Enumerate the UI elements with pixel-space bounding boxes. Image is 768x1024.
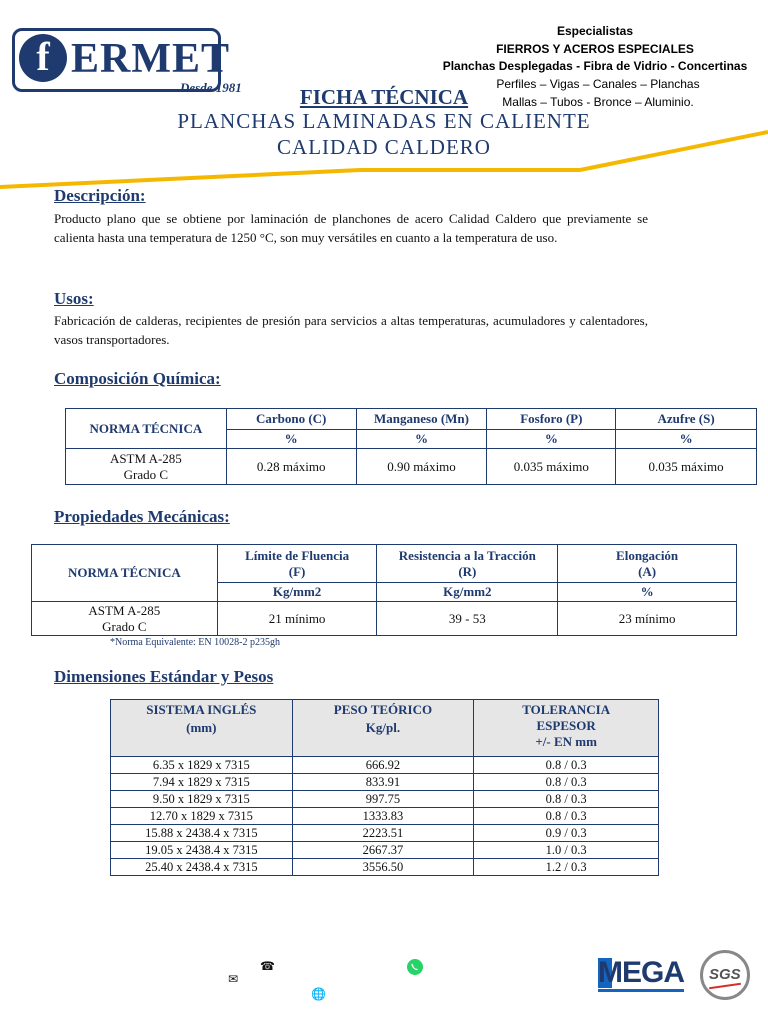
unit-header: %: [616, 430, 757, 449]
value-cell: 0.035 máximo: [616, 449, 757, 485]
unit-header: %: [356, 430, 487, 449]
norma-cell: ASTM A-285 Grado C: [32, 602, 218, 636]
value-cell: 0.035 máximo: [487, 449, 616, 485]
table-row: 25.40 x 2438.4 x 7315 3556.50 1.2 / 0.3: [111, 859, 659, 876]
doc-subtitle: PLANCHAS LAMINADAS EN CALIENTE: [177, 109, 591, 133]
mega-logo: MEGA: [598, 958, 688, 992]
column-header: Límite de Fluencia (F): [217, 545, 377, 583]
column-header: Carbono (C): [226, 409, 356, 430]
column-header: SISTEMA INGLÉS (mm): [111, 700, 293, 757]
usos-text: Fabricación de calderas, recipientes de presión para servicios a altas temperaturas, acumuladores y calentadores, vasos transportadores.: [54, 313, 648, 347]
table-row: 6.35 x 1829 x 7315 666.92 0.8 / 0.3: [111, 757, 659, 774]
table-row: 15.88 x 2438.4 x 7315 2223.51 0.9 / 0.3: [111, 825, 659, 842]
header-line: Especialistas: [556, 24, 634, 38]
norma-header: NORMA TÉCNICA: [32, 545, 218, 602]
doc-title: FICHA TÉCNICA: [299, 85, 469, 109]
phone-icon[interactable]: ☎: [260, 959, 275, 973]
section-heading-mecanicas: Propiedades Mecánicas:: [54, 507, 230, 526]
value-cell: 0.90 máximo: [356, 449, 487, 485]
column-header: TOLERANCIA ESPESOR +/- EN mm: [474, 700, 659, 757]
table-row: 7.94 x 1829 x 7315 833.91 0.8 / 0.3: [111, 774, 659, 791]
dimensions-table: [110, 699, 659, 876]
norma-note: *Norma Equivalente: EN 10028-2 p235gh: [110, 637, 280, 648]
table-row: [32, 602, 737, 636]
accent-line: [0, 125, 768, 195]
table-row: 9.50 x 1829 x 7315 997.75 0.8 / 0.3: [111, 791, 659, 808]
globe-icon[interactable]: 🌐: [311, 987, 326, 1001]
table-row: [66, 449, 757, 485]
value-cell: 0.28 máximo: [226, 449, 356, 485]
section-heading-composicion: Composición Química:: [54, 369, 221, 388]
column-header: Elongación (A): [558, 545, 737, 583]
doc-subtitle-2: CALIDAD CALDERO: [277, 135, 491, 159]
logo-letter: f: [19, 34, 67, 82]
value-cell: 21 mínimo: [217, 602, 377, 636]
mechanical-table: [31, 544, 737, 636]
column-header: Azufre (S): [616, 409, 757, 430]
unit-header: Kg/mm2: [377, 583, 558, 602]
norma-cell: ASTM A-285 Grado C: [66, 449, 227, 485]
unit-header: %: [226, 430, 356, 449]
table-row: 12.70 x 1829 x 7315 1333.83 0.8 / 0.3: [111, 808, 659, 825]
descripcion-text: Producto plano que se obtiene por laminación de planchones de acero Calidad Caldero que previamente se calienta hasta una temperatura de 1250 °C, son muy versátiles en cuanto a la temperatura de uso.: [54, 211, 648, 245]
table-row: 19.05 x 2438.4 x 7315 2667.37 1.0 / 0.3: [111, 842, 659, 859]
header-line: Perfiles – Vigas – Canales – Planchas: [496, 77, 700, 91]
logo-name: ERMET: [71, 36, 231, 82]
whatsapp-icon[interactable]: [406, 958, 424, 976]
column-header: Resistencia a la Tracción (R): [377, 545, 558, 583]
section-heading-usos: Usos:: [54, 289, 94, 308]
header-line: Mallas – Tubos - Bronce – Aluminio.: [502, 94, 694, 109]
unit-header: %: [487, 430, 616, 449]
logo-since: Desde 1981: [180, 80, 242, 95]
sgs-logo: SGS: [700, 950, 750, 1000]
composition-table: [65, 408, 757, 485]
section-heading-dimensiones: Dimensiones Estándar y Pesos: [54, 667, 274, 686]
header-specialties: [420, 23, 768, 76]
unit-header: %: [558, 583, 737, 602]
value-cell: 39 - 53: [377, 602, 558, 636]
norma-header: NORMA TÉCNICA: [66, 409, 227, 449]
column-header: Fosforo (P): [487, 409, 616, 430]
header-line: FIERROS Y ACEROS ESPECIALES: [496, 41, 694, 56]
mail-icon[interactable]: ✉: [228, 972, 239, 986]
column-header: Manganeso (Mn): [356, 409, 487, 430]
value-cell: 23 mínimo: [558, 602, 737, 636]
column-header: PESO TEÓRICO Kg/pl.: [292, 700, 474, 757]
header-line: Planchas Desplegadas - Fibra de Vidrio - Concertinas: [442, 59, 748, 73]
unit-header: Kg/mm2: [217, 583, 377, 602]
section-heading-descripcion: Descripción:: [54, 186, 146, 205]
